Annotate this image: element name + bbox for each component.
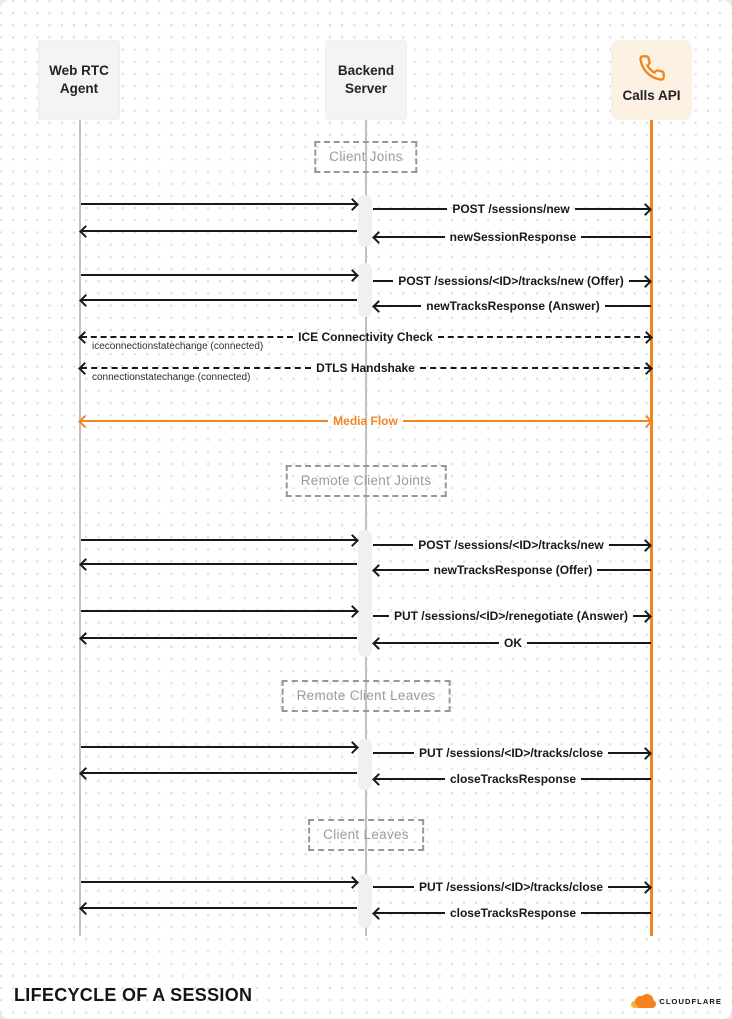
arrowhead-left-icon bbox=[79, 558, 92, 571]
arrowhead-right-icon bbox=[639, 881, 652, 894]
activation-bar bbox=[358, 263, 372, 317]
message-label: POST /sessions/<ID>/tracks/new bbox=[418, 538, 604, 552]
arrowhead-left-icon bbox=[372, 300, 385, 313]
arrowhead-right-icon bbox=[346, 605, 359, 618]
actor-webrtc-agent bbox=[38, 40, 120, 120]
arrowhead-left-icon bbox=[78, 415, 91, 428]
arrowhead-left-icon bbox=[372, 231, 385, 244]
arrowhead-left-icon bbox=[79, 225, 92, 238]
arrowhead-left-icon bbox=[79, 632, 92, 645]
arrow-webrtc-to-backend bbox=[81, 604, 357, 618]
arrowhead-right-icon bbox=[639, 539, 652, 552]
actor-backend-server bbox=[325, 40, 407, 120]
arrow-close-tracks-response bbox=[374, 772, 651, 786]
phone-icon bbox=[638, 54, 666, 82]
arrow-backend-to-webrtc bbox=[81, 293, 357, 307]
arrow-post-tracks-new-offer bbox=[373, 274, 650, 288]
arrow-put-tracks-close bbox=[373, 880, 650, 894]
arrow-webrtc-to-backend bbox=[81, 197, 357, 211]
activation-bar bbox=[358, 195, 372, 247]
cloudflare-wordmark: CLOUDFLARE bbox=[659, 996, 722, 1006]
message-label: DTLS Handshake bbox=[316, 361, 415, 375]
phase-remote-client-leaves: Remote Client Leaves bbox=[282, 680, 451, 712]
arrowhead-right-icon bbox=[346, 269, 359, 282]
page-title: LIFECYCLE OF A SESSION bbox=[14, 985, 253, 1005]
phase-client-leaves: Client Leaves bbox=[308, 819, 424, 851]
activation-bar bbox=[358, 530, 372, 657]
arrowhead-right-icon bbox=[639, 747, 652, 760]
message-label: ICE Connectivity Check bbox=[298, 330, 433, 344]
arrow-webrtc-to-backend bbox=[81, 268, 357, 282]
arrow-webrtc-to-backend bbox=[81, 740, 357, 754]
arrowhead-right-icon bbox=[639, 610, 652, 623]
arrowhead-right-icon bbox=[640, 331, 653, 344]
arrowhead-right-icon bbox=[640, 415, 653, 428]
arrowhead-left-icon bbox=[372, 637, 385, 650]
arrowhead-left-icon bbox=[372, 564, 385, 577]
arrow-backend-to-webrtc bbox=[81, 224, 357, 238]
arrowhead-right-icon bbox=[346, 876, 359, 889]
arrow-ok-response bbox=[374, 636, 651, 650]
arrow-backend-to-webrtc bbox=[81, 901, 357, 915]
arrow-backend-to-webrtc bbox=[81, 557, 357, 571]
actor-backend-server-label: Backend Server bbox=[337, 62, 395, 96]
arrow-webrtc-to-backend bbox=[81, 533, 357, 547]
arrowhead-left-icon bbox=[79, 767, 92, 780]
arrowhead-right-icon bbox=[346, 198, 359, 211]
message-label: closeTracksResponse bbox=[449, 906, 577, 920]
message-label: closeTracksResponse bbox=[449, 772, 577, 786]
arrow-new-tracks-response-offer bbox=[374, 563, 651, 577]
message-label: Media Flow bbox=[333, 414, 398, 428]
message-label: PUT /sessions/<ID>/renegotiate (Answer) bbox=[393, 609, 629, 623]
arrow-close-tracks-response bbox=[374, 906, 651, 920]
arrowhead-left-icon bbox=[79, 902, 92, 915]
arrow-post-sessions-new bbox=[373, 202, 650, 216]
lifeline-webrtc bbox=[79, 120, 81, 936]
activation-bar bbox=[358, 874, 372, 928]
arrowhead-left-icon bbox=[372, 907, 385, 920]
message-label: PUT /sessions/<ID>/tracks/close bbox=[418, 746, 604, 760]
actor-calls-api-label: Calls API bbox=[622, 88, 681, 104]
arrowhead-right-icon bbox=[346, 534, 359, 547]
arrow-put-renegotiate bbox=[373, 609, 650, 623]
arrow-media-flow bbox=[80, 414, 651, 428]
arrow-new-tracks-response-answer bbox=[374, 299, 651, 313]
arrowhead-left-icon bbox=[79, 294, 92, 307]
message-label: OK bbox=[504, 636, 522, 650]
message-label: newTracksResponse (Offer) bbox=[433, 563, 593, 577]
arrowhead-right-icon bbox=[639, 275, 652, 288]
message-label: PUT /sessions/<ID>/tracks/close bbox=[418, 880, 604, 894]
phase-client-joins: Client Joins bbox=[314, 141, 417, 173]
arrow-backend-to-webrtc bbox=[81, 766, 357, 780]
arrowhead-right-icon bbox=[640, 362, 653, 375]
cloudflare-cloud-icon bbox=[630, 993, 656, 1009]
arrowhead-right-icon bbox=[639, 203, 652, 216]
arrow-put-tracks-close bbox=[373, 746, 650, 760]
activation-bar bbox=[358, 739, 372, 790]
message-label: newSessionResponse bbox=[449, 230, 577, 244]
arrowhead-left-icon bbox=[372, 773, 385, 786]
cloudflare-logo bbox=[630, 993, 722, 1009]
ice-state-note: iceconnectionstatechange (connected) bbox=[92, 341, 264, 352]
arrow-webrtc-to-backend bbox=[81, 875, 357, 889]
phase-remote-client-joins: Remote Client Joints bbox=[286, 465, 447, 497]
message-label: POST /sessions/<ID>/tracks/new (Offer) bbox=[398, 274, 624, 288]
actor-calls-api bbox=[611, 40, 692, 120]
arrowhead-right-icon bbox=[346, 741, 359, 754]
message-label: newTracksResponse (Answer) bbox=[426, 299, 600, 313]
arrow-post-tracks-new bbox=[373, 538, 650, 552]
arrow-backend-to-webrtc bbox=[81, 631, 357, 645]
connection-state-note: connectionstatechange (connected) bbox=[92, 372, 251, 383]
arrowhead-left-icon bbox=[78, 331, 91, 344]
arrow-new-session-response bbox=[374, 230, 651, 244]
actor-webrtc-agent-label: Web RTC Agent bbox=[49, 62, 109, 96]
arrowhead-left-icon bbox=[78, 362, 91, 375]
message-label: POST /sessions/new bbox=[452, 202, 570, 216]
